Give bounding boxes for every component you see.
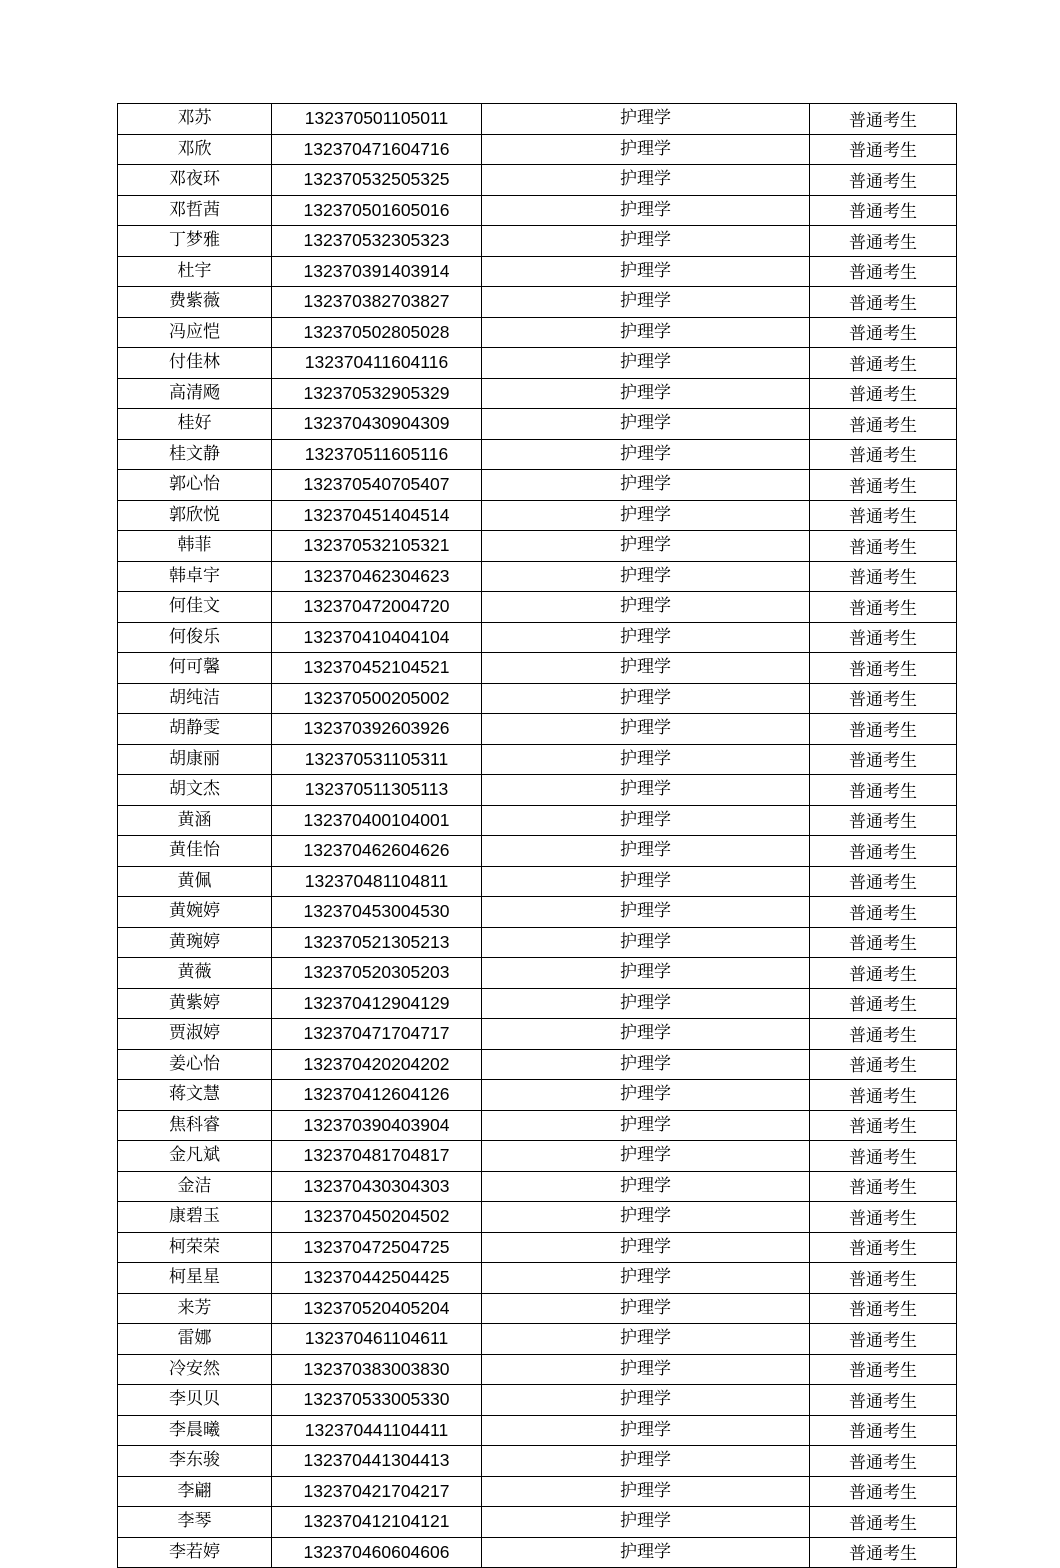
name-cell: 何佳文 — [118, 592, 272, 623]
table-row — [118, 775, 957, 806]
major-cell: 护理学 — [482, 500, 810, 531]
name-cell: 丁梦雅 — [118, 226, 272, 257]
candidate-type-cell: 普通考生 — [810, 1293, 957, 1324]
name-cell: 金凡斌 — [118, 1141, 272, 1172]
major-cell: 护理学 — [482, 1507, 810, 1538]
name-cell: 郭心怡 — [118, 470, 272, 501]
name-cell: 金洁 — [118, 1171, 272, 1202]
table-row — [118, 683, 957, 714]
name-cell: 郭欣悦 — [118, 500, 272, 531]
candidate-type-cell: 普通考生 — [810, 1171, 957, 1202]
candidate-type-cell: 普通考生 — [810, 622, 957, 653]
name-cell: 黄涵 — [118, 805, 272, 836]
major-cell: 护理学 — [482, 348, 810, 379]
exam-id-cell: 132370462304623 — [272, 561, 482, 592]
major-cell: 护理学 — [482, 1446, 810, 1477]
major-cell: 护理学 — [482, 622, 810, 653]
table-row — [118, 378, 957, 409]
exam-id-cell: 132370441104411 — [272, 1415, 482, 1446]
table-row — [118, 439, 957, 470]
candidate-type-cell: 普通考生 — [810, 1049, 957, 1080]
candidate-type-cell: 普通考生 — [810, 348, 957, 379]
name-cell: 邓欣 — [118, 134, 272, 165]
name-cell: 姜心怡 — [118, 1049, 272, 1080]
candidate-type-cell: 普通考生 — [810, 561, 957, 592]
candidate-type-cell: 普通考生 — [810, 1537, 957, 1568]
table-row — [118, 134, 957, 165]
table-row — [118, 1202, 957, 1233]
major-cell: 护理学 — [482, 226, 810, 257]
exam-id-cell: 132370501605016 — [272, 195, 482, 226]
exam-id-cell: 132370412604126 — [272, 1080, 482, 1111]
exam-id-cell: 132370471604716 — [272, 134, 482, 165]
exam-id-cell: 132370472004720 — [272, 592, 482, 623]
exam-id-cell: 132370453004530 — [272, 897, 482, 928]
candidate-type-cell: 普通考生 — [810, 683, 957, 714]
candidate-type-cell: 普通考生 — [810, 1080, 957, 1111]
candidate-type-cell: 普通考生 — [810, 714, 957, 745]
exam-id-cell: 132370540705407 — [272, 470, 482, 501]
exam-id-cell: 132370531105311 — [272, 744, 482, 775]
table-row — [118, 1080, 957, 1111]
table-row — [118, 104, 957, 135]
table-row — [118, 1293, 957, 1324]
candidate-type-cell: 普通考生 — [810, 1385, 957, 1416]
table-row — [118, 1171, 957, 1202]
table-row — [118, 1476, 957, 1507]
candidate-type-cell: 普通考生 — [810, 1141, 957, 1172]
candidate-type-cell: 普通考生 — [810, 1324, 957, 1355]
candidate-type-cell: 普通考生 — [810, 287, 957, 318]
major-cell: 护理学 — [482, 561, 810, 592]
candidate-type-cell: 普通考生 — [810, 592, 957, 623]
major-cell: 护理学 — [482, 1232, 810, 1263]
major-cell: 护理学 — [482, 287, 810, 318]
exam-id-cell: 132370441304413 — [272, 1446, 482, 1477]
major-cell: 护理学 — [482, 592, 810, 623]
table-row — [118, 714, 957, 745]
name-cell: 雷娜 — [118, 1324, 272, 1355]
major-cell: 护理学 — [482, 897, 810, 928]
exam-id-cell: 132370412904129 — [272, 988, 482, 1019]
table-row — [118, 1019, 957, 1050]
candidate-type-cell: 普通考生 — [810, 1019, 957, 1050]
candidate-type-cell: 普通考生 — [810, 470, 957, 501]
name-cell: 李琴 — [118, 1507, 272, 1538]
table-row — [118, 500, 957, 531]
exam-id-cell: 132370532305323 — [272, 226, 482, 257]
exam-id-cell: 132370460604606 — [272, 1537, 482, 1568]
table-row — [118, 988, 957, 1019]
candidate-type-cell: 普通考生 — [810, 988, 957, 1019]
name-cell: 何可馨 — [118, 653, 272, 684]
exam-id-cell: 132370421704217 — [272, 1476, 482, 1507]
major-cell: 护理学 — [482, 1019, 810, 1050]
major-cell: 护理学 — [482, 805, 810, 836]
name-cell: 桂好 — [118, 409, 272, 440]
major-cell: 护理学 — [482, 165, 810, 196]
table-row — [118, 866, 957, 897]
exam-id-cell: 132370452104521 — [272, 653, 482, 684]
major-cell: 护理学 — [482, 1171, 810, 1202]
candidate-type-cell: 普通考生 — [810, 1446, 957, 1477]
candidate-table — [117, 103, 957, 1568]
name-cell: 韩菲 — [118, 531, 272, 562]
name-cell: 胡静雯 — [118, 714, 272, 745]
exam-id-cell: 132370472504725 — [272, 1232, 482, 1263]
major-cell: 护理学 — [482, 1354, 810, 1385]
name-cell: 焦科睿 — [118, 1110, 272, 1141]
name-cell: 柯星星 — [118, 1263, 272, 1294]
exam-id-cell: 132370450204502 — [272, 1202, 482, 1233]
major-cell: 护理学 — [482, 1110, 810, 1141]
exam-id-cell: 132370451404514 — [272, 500, 482, 531]
name-cell: 杜宇 — [118, 256, 272, 287]
name-cell: 邓哲茜 — [118, 195, 272, 226]
candidate-type-cell: 普通考生 — [810, 836, 957, 867]
name-cell: 黄琬婷 — [118, 927, 272, 958]
major-cell: 护理学 — [482, 439, 810, 470]
table-row — [118, 1537, 957, 1568]
candidate-type-cell: 普通考生 — [810, 1354, 957, 1385]
major-cell: 护理学 — [482, 378, 810, 409]
name-cell: 付佳林 — [118, 348, 272, 379]
major-cell: 护理学 — [482, 195, 810, 226]
exam-id-cell: 132370511605116 — [272, 439, 482, 470]
table-row — [118, 470, 957, 501]
exam-id-cell: 132370391403914 — [272, 256, 482, 287]
table-row — [118, 653, 957, 684]
table-row — [118, 744, 957, 775]
exam-id-cell: 132370411604116 — [272, 348, 482, 379]
major-cell: 护理学 — [482, 683, 810, 714]
candidate-type-cell: 普通考生 — [810, 958, 957, 989]
table-row — [118, 1354, 957, 1385]
candidate-type-cell: 普通考生 — [810, 500, 957, 531]
table-row — [118, 927, 957, 958]
exam-id-cell: 132370410404104 — [272, 622, 482, 653]
major-cell: 护理学 — [482, 470, 810, 501]
exam-id-cell: 132370481104811 — [272, 866, 482, 897]
table-row — [118, 1385, 957, 1416]
name-cell: 黄佩 — [118, 866, 272, 897]
candidate-type-cell: 普通考生 — [810, 165, 957, 196]
exam-id-cell: 132370481704817 — [272, 1141, 482, 1172]
candidate-type-cell: 普通考生 — [810, 378, 957, 409]
major-cell: 护理学 — [482, 104, 810, 135]
name-cell: 何俊乐 — [118, 622, 272, 653]
name-cell: 胡纯洁 — [118, 683, 272, 714]
major-cell: 护理学 — [482, 1202, 810, 1233]
major-cell: 护理学 — [482, 1080, 810, 1111]
candidate-type-cell: 普通考生 — [810, 226, 957, 257]
name-cell: 蒋文慧 — [118, 1080, 272, 1111]
exam-id-cell: 132370471704717 — [272, 1019, 482, 1050]
table-row — [118, 165, 957, 196]
table-row — [118, 1324, 957, 1355]
major-cell: 护理学 — [482, 775, 810, 806]
exam-id-cell: 132370442504425 — [272, 1263, 482, 1294]
candidate-type-cell: 普通考生 — [810, 744, 957, 775]
major-cell: 护理学 — [482, 1324, 810, 1355]
table-row — [118, 805, 957, 836]
exam-id-cell: 132370412104121 — [272, 1507, 482, 1538]
exam-id-cell: 132370520405204 — [272, 1293, 482, 1324]
candidate-type-cell: 普通考生 — [810, 1232, 957, 1263]
table-row — [118, 561, 957, 592]
name-cell: 黄佳怡 — [118, 836, 272, 867]
name-cell: 胡文杰 — [118, 775, 272, 806]
exam-id-cell: 132370533005330 — [272, 1385, 482, 1416]
major-cell: 护理学 — [482, 988, 810, 1019]
table-row — [118, 592, 957, 623]
candidate-type-cell: 普通考生 — [810, 1476, 957, 1507]
name-cell: 李翩 — [118, 1476, 272, 1507]
name-cell: 高清飏 — [118, 378, 272, 409]
name-cell: 冷安然 — [118, 1354, 272, 1385]
name-cell: 冯应恺 — [118, 317, 272, 348]
major-cell: 护理学 — [482, 714, 810, 745]
name-cell: 李晨曦 — [118, 1415, 272, 1446]
candidate-type-cell: 普通考生 — [810, 104, 957, 135]
exam-id-cell: 132370520305203 — [272, 958, 482, 989]
exam-id-cell: 132370400104001 — [272, 805, 482, 836]
table-row — [118, 1232, 957, 1263]
name-cell: 韩卓宇 — [118, 561, 272, 592]
table-row — [118, 226, 957, 257]
candidate-type-cell: 普通考生 — [810, 1263, 957, 1294]
table-row — [118, 836, 957, 867]
table-row — [118, 1446, 957, 1477]
candidate-type-cell: 普通考生 — [810, 653, 957, 684]
candidate-type-cell: 普通考生 — [810, 1202, 957, 1233]
exam-id-cell: 132370511305113 — [272, 775, 482, 806]
candidate-type-cell: 普通考生 — [810, 775, 957, 806]
table-row — [118, 531, 957, 562]
candidate-type-cell: 普通考生 — [810, 317, 957, 348]
table-row — [118, 1415, 957, 1446]
major-cell: 护理学 — [482, 958, 810, 989]
major-cell: 护理学 — [482, 866, 810, 897]
major-cell: 护理学 — [482, 317, 810, 348]
candidate-type-cell: 普通考生 — [810, 531, 957, 562]
candidate-table-body — [118, 104, 957, 1568]
major-cell: 护理学 — [482, 1476, 810, 1507]
name-cell: 桂文静 — [118, 439, 272, 470]
major-cell: 护理学 — [482, 927, 810, 958]
table-row — [118, 622, 957, 653]
table-row — [118, 409, 957, 440]
table-row — [118, 1263, 957, 1294]
table-row — [118, 287, 957, 318]
exam-id-cell: 132370392603926 — [272, 714, 482, 745]
candidate-type-cell: 普通考生 — [810, 1507, 957, 1538]
exam-id-cell: 132370461104611 — [272, 1324, 482, 1355]
name-cell: 李贝贝 — [118, 1385, 272, 1416]
major-cell: 护理学 — [482, 653, 810, 684]
major-cell: 护理学 — [482, 1385, 810, 1416]
name-cell: 黄婉婷 — [118, 897, 272, 928]
exam-id-cell: 132370390403904 — [272, 1110, 482, 1141]
exam-id-cell: 132370500205002 — [272, 683, 482, 714]
name-cell: 李东骏 — [118, 1446, 272, 1477]
major-cell: 护理学 — [482, 1415, 810, 1446]
table-row — [118, 1141, 957, 1172]
name-cell: 来芳 — [118, 1293, 272, 1324]
candidate-type-cell: 普通考生 — [810, 805, 957, 836]
major-cell: 护理学 — [482, 1049, 810, 1080]
name-cell: 黄薇 — [118, 958, 272, 989]
major-cell: 护理学 — [482, 531, 810, 562]
table-row — [118, 958, 957, 989]
exam-id-cell: 132370501105011 — [272, 104, 482, 135]
table-row — [118, 348, 957, 379]
name-cell: 黄紫婷 — [118, 988, 272, 1019]
candidate-type-cell: 普通考生 — [810, 134, 957, 165]
major-cell: 护理学 — [482, 1263, 810, 1294]
major-cell: 护理学 — [482, 256, 810, 287]
major-cell: 护理学 — [482, 134, 810, 165]
table-row — [118, 317, 957, 348]
candidate-type-cell: 普通考生 — [810, 195, 957, 226]
exam-id-cell: 132370430904309 — [272, 409, 482, 440]
table-row — [118, 1110, 957, 1141]
name-cell: 邓夜环 — [118, 165, 272, 196]
table-row — [118, 1049, 957, 1080]
exam-id-cell: 132370430304303 — [272, 1171, 482, 1202]
name-cell: 李若婷 — [118, 1537, 272, 1568]
major-cell: 护理学 — [482, 836, 810, 867]
exam-id-cell: 132370462604626 — [272, 836, 482, 867]
major-cell: 护理学 — [482, 409, 810, 440]
major-cell: 护理学 — [482, 1141, 810, 1172]
exam-id-cell: 132370521305213 — [272, 927, 482, 958]
major-cell: 护理学 — [482, 1537, 810, 1568]
candidate-type-cell: 普通考生 — [810, 256, 957, 287]
candidate-type-cell: 普通考生 — [810, 897, 957, 928]
table-row — [118, 256, 957, 287]
table-row — [118, 897, 957, 928]
candidate-type-cell: 普通考生 — [810, 439, 957, 470]
exam-id-cell: 132370420204202 — [272, 1049, 482, 1080]
exam-id-cell: 132370532505325 — [272, 165, 482, 196]
name-cell: 康碧玉 — [118, 1202, 272, 1233]
name-cell: 费紫薇 — [118, 287, 272, 318]
major-cell: 护理学 — [482, 1293, 810, 1324]
name-cell: 邓苏 — [118, 104, 272, 135]
exam-id-cell: 132370532105321 — [272, 531, 482, 562]
candidate-type-cell: 普通考生 — [810, 866, 957, 897]
candidate-type-cell: 普通考生 — [810, 927, 957, 958]
exam-id-cell: 132370502805028 — [272, 317, 482, 348]
exam-id-cell: 132370532905329 — [272, 378, 482, 409]
name-cell: 柯荣荣 — [118, 1232, 272, 1263]
table-row — [118, 195, 957, 226]
major-cell: 护理学 — [482, 744, 810, 775]
exam-id-cell: 132370383003830 — [272, 1354, 482, 1385]
candidate-type-cell: 普通考生 — [810, 409, 957, 440]
candidate-type-cell: 普通考生 — [810, 1110, 957, 1141]
name-cell: 胡康丽 — [118, 744, 272, 775]
exam-id-cell: 132370382703827 — [272, 287, 482, 318]
candidate-type-cell: 普通考生 — [810, 1415, 957, 1446]
name-cell: 贾淑婷 — [118, 1019, 272, 1050]
